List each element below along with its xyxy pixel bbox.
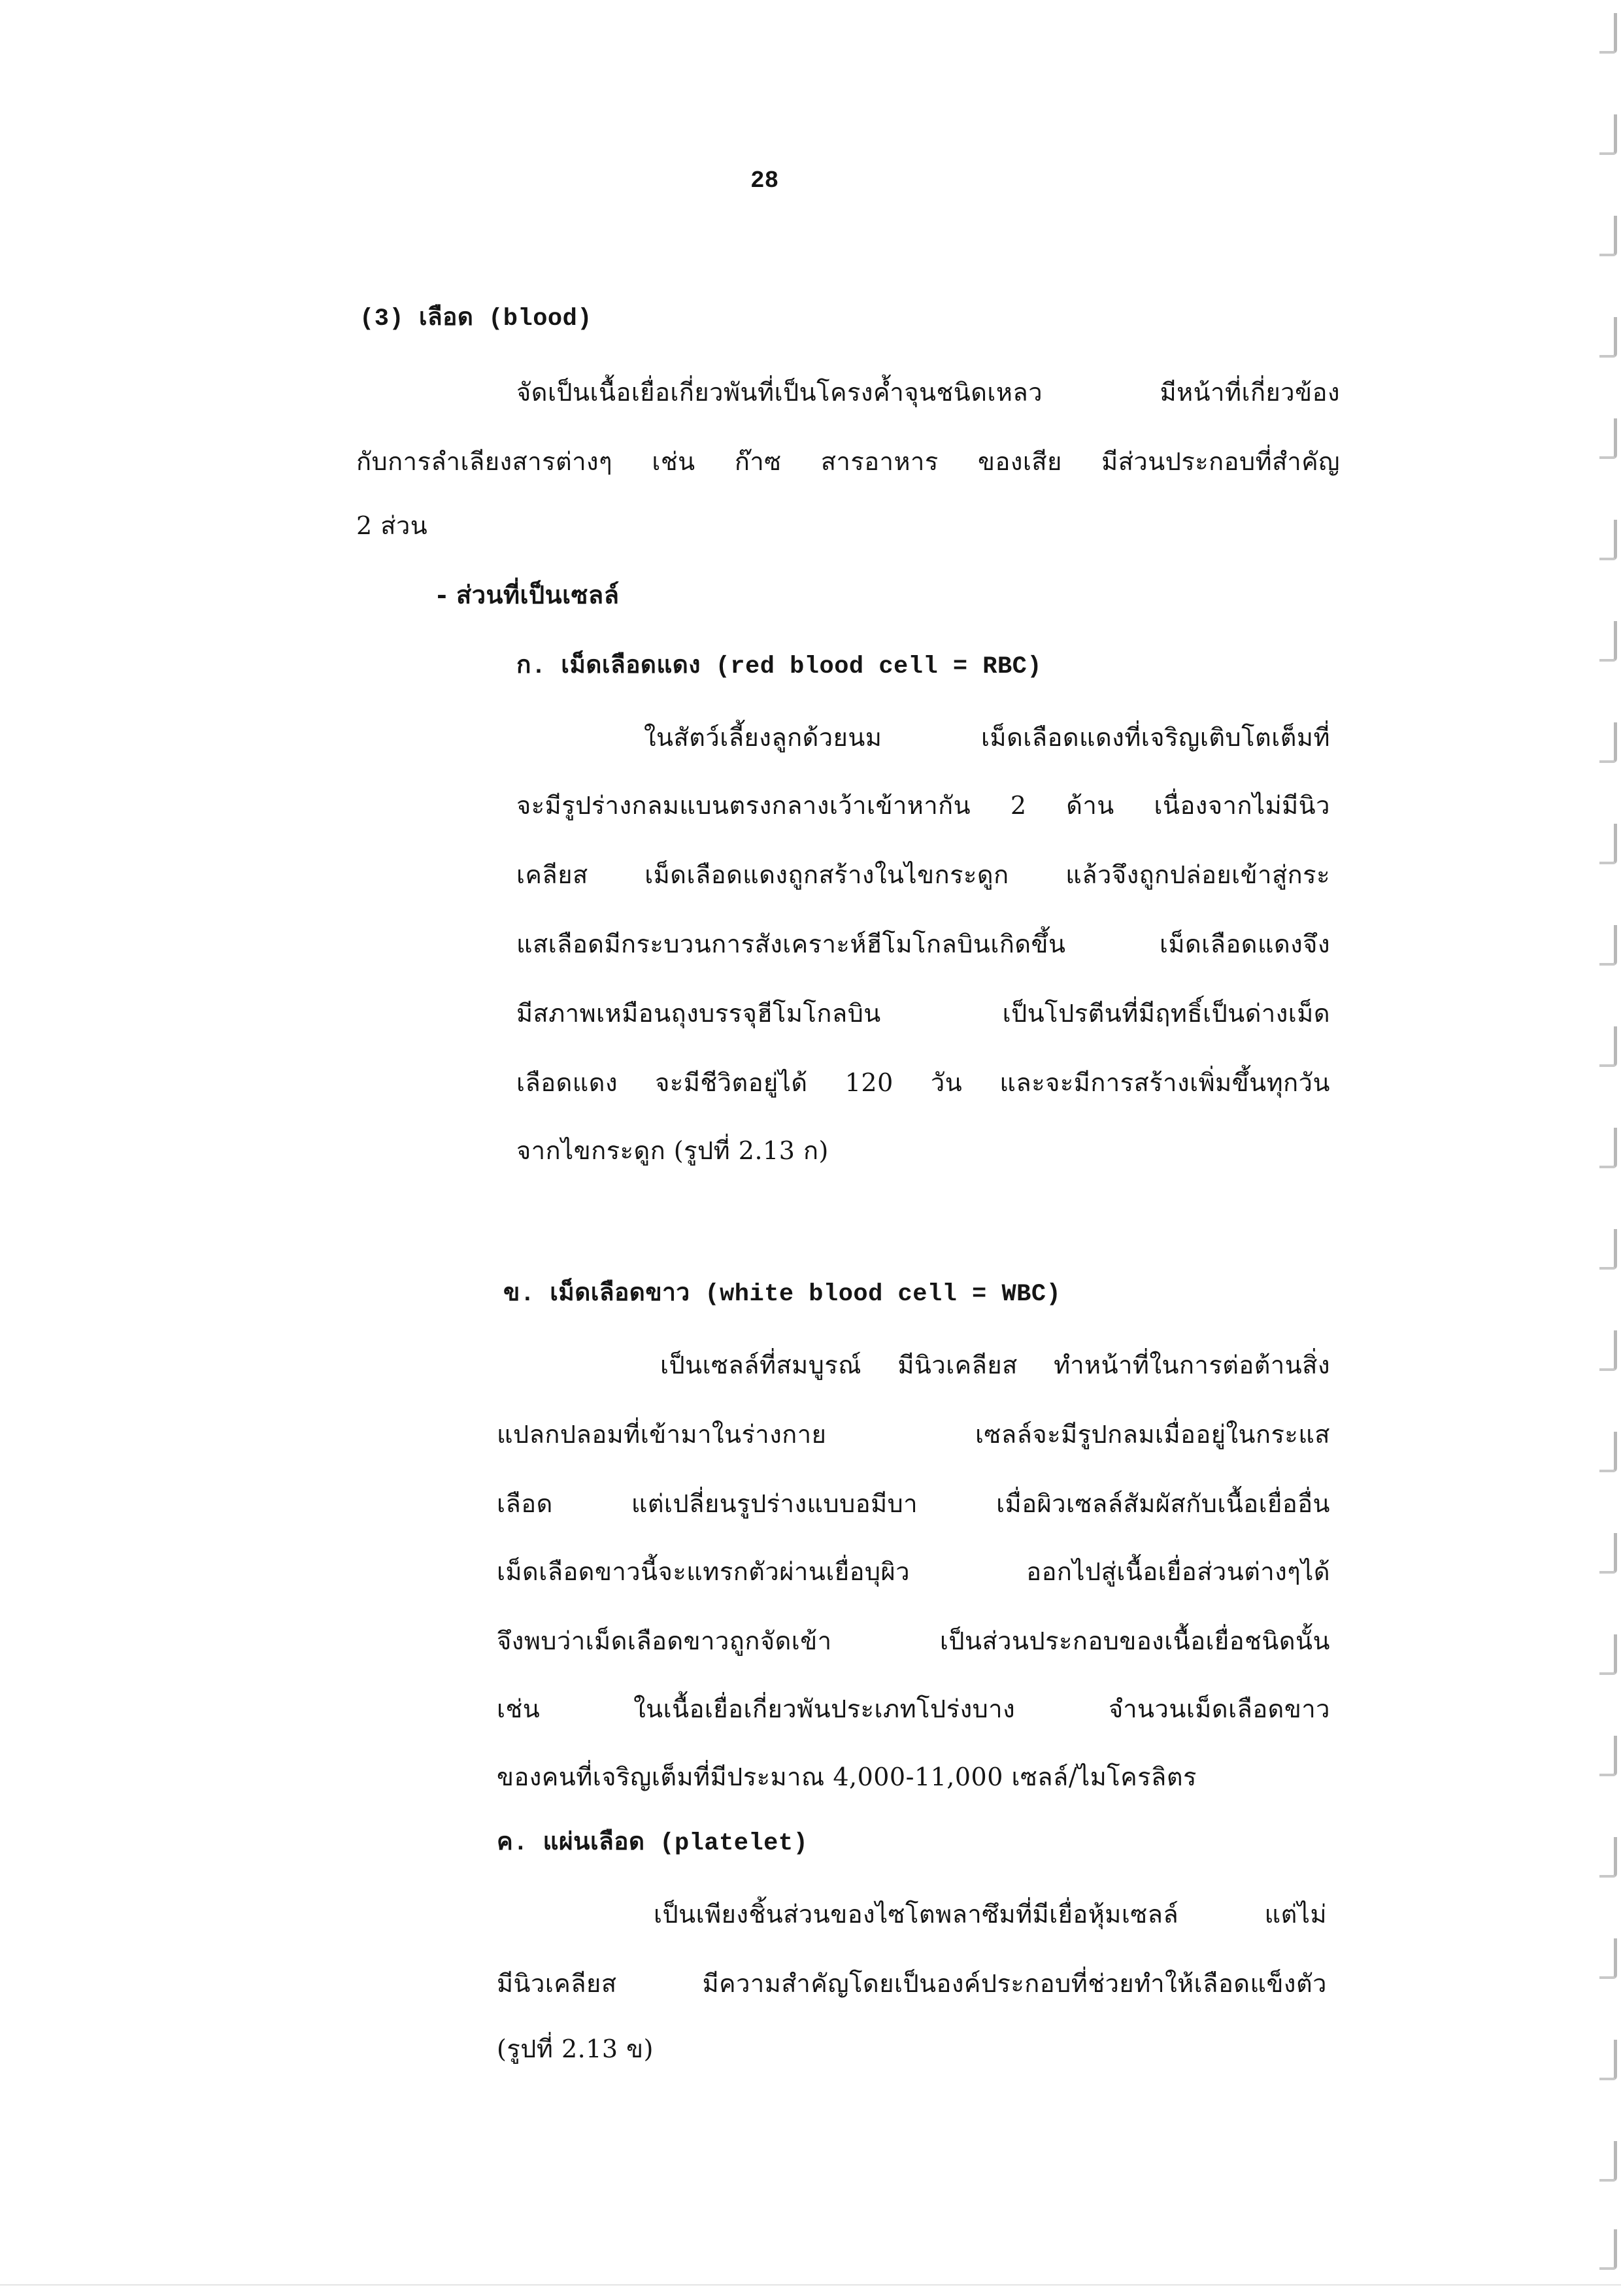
rbc-line: เลือดแดง จะมีชีวิตอยู่ได้ 120 วัน และจะมีการสร้างเพิ่มขึ้นทุกวัน [516,1068,1330,1097]
platelet-line: (รูปที่ 2.13 ข) [497,2034,654,2063]
rbc-line: แสเลือดมีกระบวนการสังเคราะห์ฮีโมโกลบินเกิดขึ้น เม็ดเลือดแดงจึง [516,930,1330,958]
binding-edge [1582,0,1621,2296]
platelet-line: เป็นเพียงชิ้นส่วนของไซโตพลาซึมที่มีเยื่อหุ้มเซลล์ แต่ไม่ [654,1900,1327,1929]
platelet-heading: ค. แผ่นเลือด (platelet) [497,1830,809,1857]
wbc-line: แปลกปลอมที่เข้ามาในร่างกาย เซลล์จะมีรูปกลมเมื่ออยู่ในกระแส [497,1420,1330,1449]
cell-part-heading: - ส่วนที่เป็นเซลล์ [437,580,620,609]
page-number: 28 [750,167,779,194]
platelet-line: มีนิวเคลียส มีความสำคัญโดยเป็นองค์ประกอบที่ช่วยทำให้เลือดแข็งตัว [497,1969,1327,1998]
intro-line: 2 ส่วน [356,511,428,540]
wbc-line: เช่น ในเนื้อเยื่อเกี่ยวพันประเภทโปร่งบาง จำนวนเม็ดเลือดขาว [497,1695,1330,1723]
intro-line: กับการลำเลียงสารต่างๆ เช่น ก๊าซ สารอาหาร ของเสีย มีส่วนประกอบที่สำคัญ [356,447,1340,476]
section-heading: (3) เลือด (blood) [359,305,593,333]
wbc-line: เม็ดเลือดขาวนี้จะแทรกตัวผ่านเยื่อบุผิว ออกไปสู่เนื้อเยื่อส่วนต่างๆได้ [497,1557,1330,1586]
wbc-line: เป็นเซลล์ที่สมบูรณ์ มีนิวเคลียส ทำหน้าที่ในการต่อต้านสิ่ง [660,1351,1330,1379]
wbc-line: จึงพบว่าเม็ดเลือดขาวถูกจัดเข้า เป็นส่วนประกอบของเนื้อเยื่อชนิดนั้น [497,1627,1330,1655]
rbc-line: มีสภาพเหมือนถุงบรรจุฮีโมโกลบิน เป็นโปรตีนที่มีฤทธิ์เป็นด่างเม็ด [516,999,1330,1028]
wbc-line: เลือด แต่เปลี่ยนรูปร่างแบบอมีบา เมื่อผิวเซลล์สัมผัสกับเนื้อเยื่ออื่น [497,1489,1330,1518]
intro-line: จัดเป็นเนื้อเยื่อเกี่ยวพันที่เป็นโครงค้ำจุนชนิดเหลว มีหน้าที่เกี่ยวข้อง [516,378,1340,407]
rbc-line: ในสัตว์เลี้ยงลูกด้วยนม เม็ดเลือดแดงที่เจริญเติบโตเต็มที่ [644,723,1330,752]
rbc-line: จากไขกระดูก (รูปที่ 2.13 ก) [516,1136,829,1165]
page-bottom-edge [0,2284,1621,2286]
rbc-heading: ก. เม็ดเลือดแดง (red blood cell = RBC) [516,653,1043,681]
wbc-heading: ข. เม็ดเลือดขาว (white blood cell = WBC) [503,1281,1061,1308]
rbc-line: เคลียส เม็ดเลือดแดงถูกสร้างในไขกระดูก แล้วจึงถูกปล่อยเข้าสู่กระ [516,860,1330,889]
wbc-line: ของคนที่เจริญเต็มที่มีประมาณ 4,000-11,000 เซลล์/ไมโครลิตร [497,1763,1197,1791]
rbc-line: จะมีรูปร่างกลมแบนตรงกลางเว้าเข้าหากัน 2 ด้าน เนื่องจากไม่มีนิว [516,791,1330,820]
